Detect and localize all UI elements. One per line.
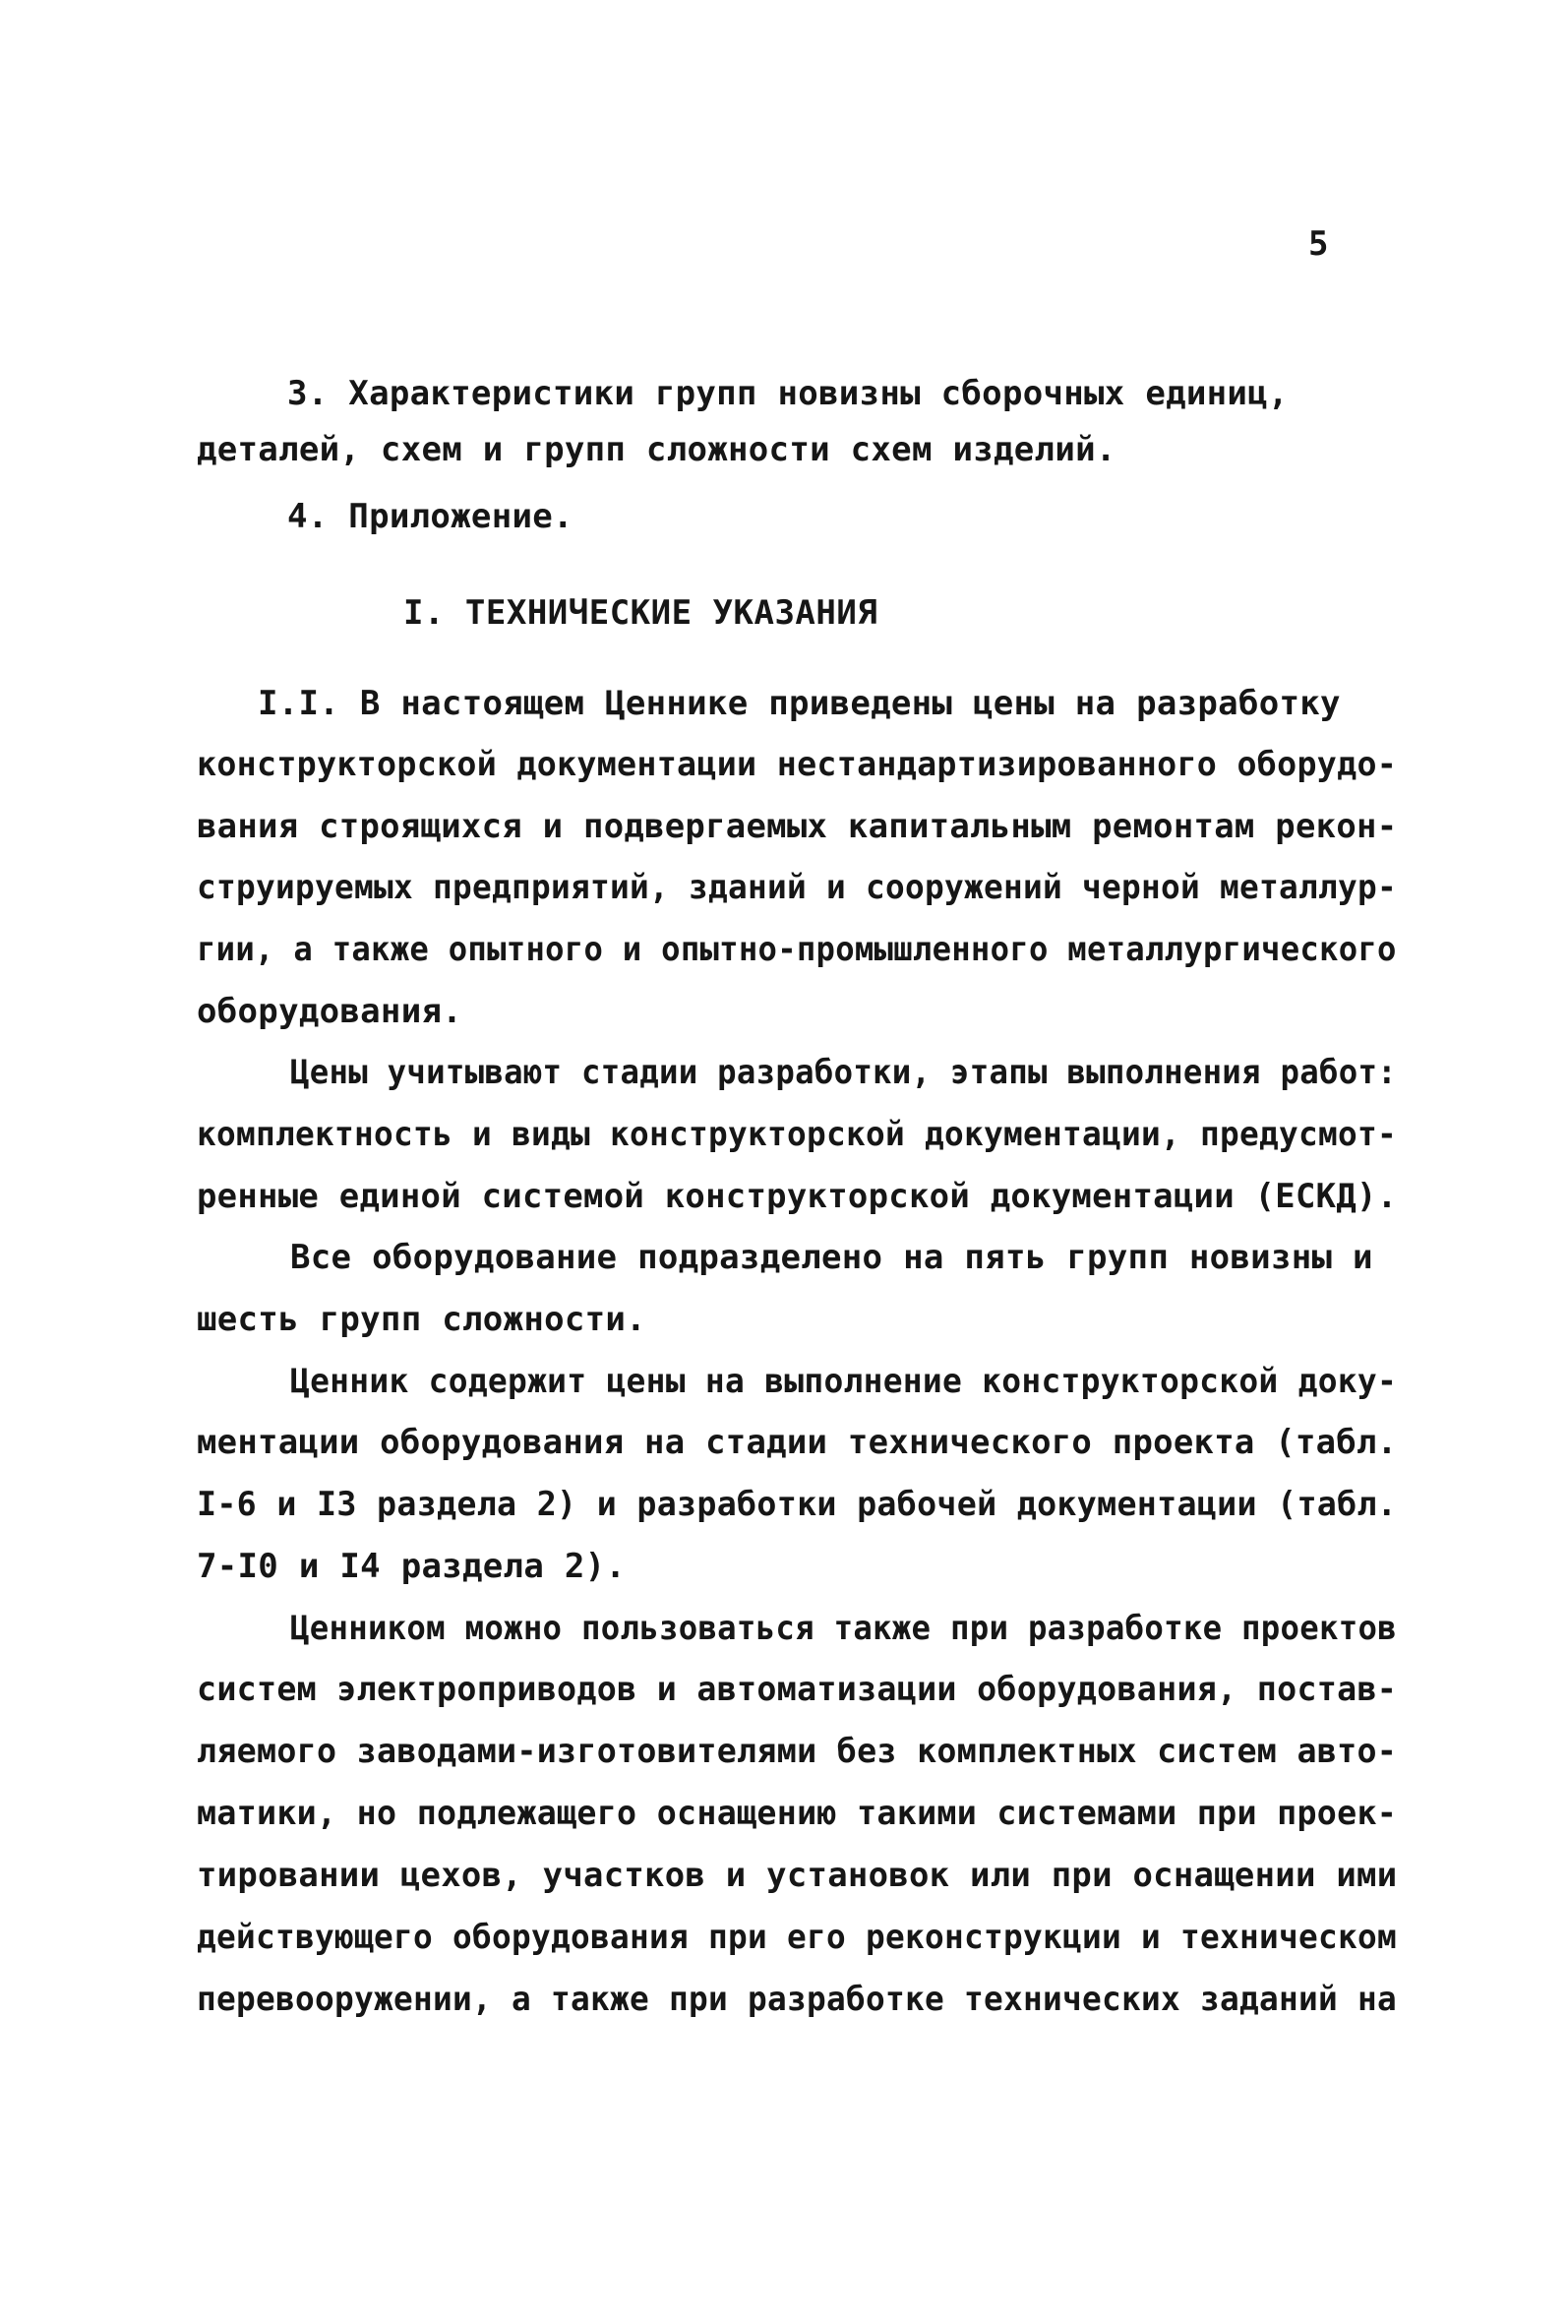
paragraph-line: перевооружении, а также при разработке технических заданий на bbox=[197, 1980, 1397, 2019]
toc-line: деталей, схем и групп сложности схем изделий. bbox=[197, 430, 1116, 469]
toc-line: 3. Характеристики групп новизны сборочных единиц, bbox=[287, 374, 1289, 413]
paragraph-line: систем электроприводов и автоматизации оборудования, постав- bbox=[197, 1670, 1398, 1709]
paragraph-line: I-6 и I3 раздела 2) и разработки рабочей документации (табл. bbox=[197, 1485, 1398, 1524]
paragraph-line: Ценником можно пользоваться также при разработке проектов bbox=[290, 1609, 1397, 1648]
paragraph-line: струируемых предприятий, зданий и сооружений черной металлур- bbox=[197, 868, 1397, 907]
paragraph-line: матики, но подлежащего оснащению такими системами при проек- bbox=[197, 1794, 1398, 1833]
paragraph-line: действующего оборудования при его реконструкции и техническом bbox=[197, 1918, 1397, 1957]
paragraph-line: 7-I0 и I4 раздела 2). bbox=[197, 1547, 627, 1586]
paragraph-line: гии, а также опытного и опытно-промышленного металлургического bbox=[197, 930, 1397, 969]
toc-line: 4. Приложение. bbox=[287, 497, 573, 536]
page-number: 5 bbox=[1308, 224, 1329, 264]
paragraph-line: тировании цехов, участков и установок или при оснащении ими bbox=[197, 1856, 1398, 1895]
paragraph-line: Ценник содержит цены на выполнение конструкторской доку- bbox=[290, 1362, 1398, 1401]
paragraph-line: Все оборудование подразделено на пять групп новизны и bbox=[290, 1238, 1373, 1277]
paragraph-line: вания строящихся и подвергаемых капитальным ремонтам рекон- bbox=[197, 807, 1398, 846]
paragraph-line: шесть групп сложности. bbox=[197, 1300, 646, 1339]
paragraph-line: I.I. В настоящем Ценнике приведены цены на разработку bbox=[258, 684, 1341, 723]
paragraph-line: ляемого заводами-изготовителями без комплектных систем авто- bbox=[197, 1732, 1398, 1771]
paragraph-line: конструкторской документации нестандартизированного оборудо- bbox=[197, 745, 1398, 784]
paragraph-line: ментации оборудования на стадии технического проекта (табл. bbox=[197, 1423, 1398, 1462]
paragraph-line: комплектность и виды конструкторской документации, предусмот- bbox=[197, 1115, 1397, 1154]
paragraph-line: ренные единой системой конструкторской документации (ЕСКД). bbox=[197, 1177, 1398, 1216]
paragraph-line: Цены учитывают стадии разработки, этапы выполнения работ: bbox=[290, 1053, 1397, 1092]
section-heading: I. ТЕХНИЧЕСКИЕ УКАЗАНИЯ bbox=[403, 593, 878, 633]
paragraph-line: оборудования. bbox=[197, 992, 463, 1031]
